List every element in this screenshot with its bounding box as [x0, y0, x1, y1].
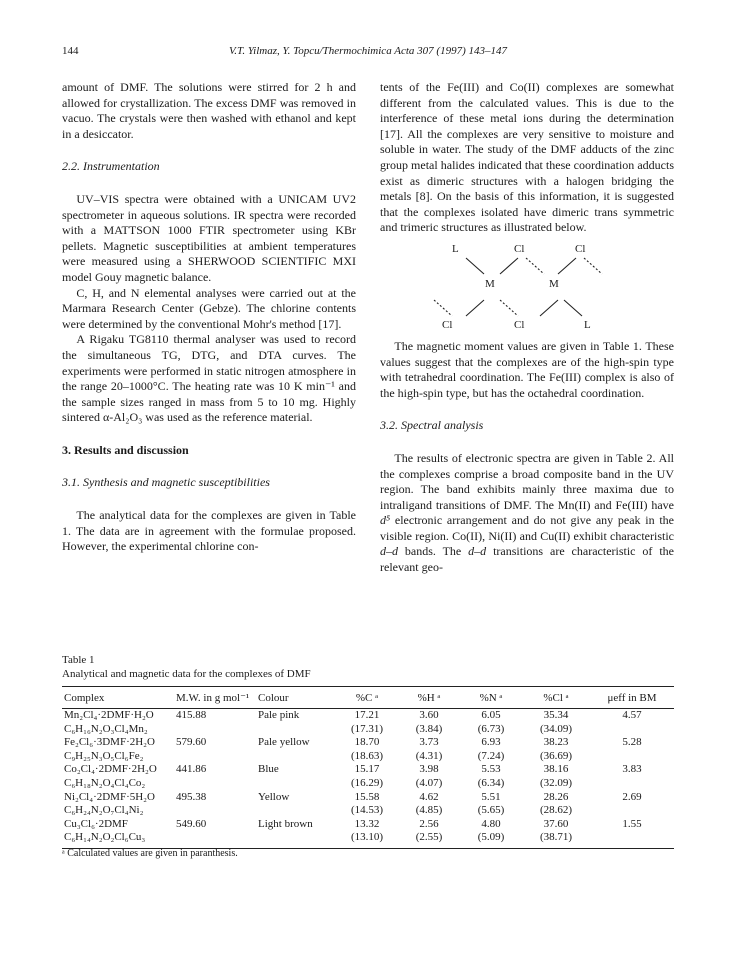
paragraph: A Rigaku TG8110 thermal analyser was used to record the simultaneous TG, DTG, and DTA curves. The experiments were performed in static nitrogen atmosphere in the range 20–1000°C. The heating rate was 10 K min⁻¹ and the sample sizes ranged in mass from 5 to 10 mg. Highly sintered α-Al₂O₃ was used as the reference material.	[62, 332, 356, 425]
table-cell	[174, 831, 256, 848]
table-caption	[62, 653, 311, 681]
table-cell: (3.84)	[415, 722, 443, 735]
table-cell: 3.60	[419, 709, 439, 721]
table-cell: C₉H₂₅N₃O₅Cl₆Fe₂	[64, 749, 144, 762]
table-cell: (13.10)	[336, 831, 398, 848]
table-cell: C₆H₁₆N₂O₃Cl₄Mn₂	[64, 722, 148, 735]
table-cell	[256, 777, 336, 791]
table-cell: 17.21	[354, 709, 380, 721]
table-cell: 15.58	[354, 790, 380, 803]
column-header: Complex	[62, 687, 174, 709]
ligand-label: L	[584, 318, 591, 331]
table-cell	[590, 777, 674, 791]
column-header: %Cl ᵃ	[522, 687, 590, 709]
paragraph: The magnetic moment values are given in Table 1. These values suggest that the complexes are of the high-spin type with tetrahedral coordination. The Fe(III) complex is also of the high-spin type, but has the octahedral coordination.	[380, 338, 674, 400]
table-cell	[174, 750, 256, 764]
table-cell: 2.69	[622, 790, 642, 803]
table-cell	[590, 723, 674, 737]
table-cell: (5.65)	[477, 804, 505, 817]
table-cell: 5.53	[481, 763, 501, 776]
chloride-label: Cl	[442, 318, 453, 331]
table-cell: 4.57	[622, 709, 642, 721]
ligand-label: L	[452, 242, 459, 255]
table-cell: (34.09)	[539, 722, 573, 735]
table-cell: (2.55)	[398, 831, 460, 848]
chloride-label: Cl	[514, 318, 525, 331]
table-row	[62, 750, 674, 764]
table-cell: 415.88	[176, 709, 207, 721]
table-footnote: ᵃ Calculated values are given in paranthesis.	[62, 848, 238, 859]
metal-label: M	[485, 277, 495, 290]
table-title: Analytical and magnetic data for the complexes of DMF	[62, 668, 311, 680]
table-cell: 3.73	[419, 736, 439, 749]
table-cell: 38.23	[543, 736, 569, 749]
table-row	[62, 723, 674, 737]
table-row	[62, 791, 674, 805]
table-cell: (4.07)	[415, 776, 443, 789]
running-header	[62, 45, 674, 61]
table-cell: (4.85)	[415, 804, 443, 817]
table-row	[62, 831, 674, 848]
table-cell	[174, 723, 256, 737]
table-cell: 37.60	[543, 817, 569, 830]
column-header: μeff in BM	[590, 687, 674, 709]
table-cell: Co₂Cl₄·2DMF·2H₂O	[64, 763, 157, 776]
table-cell: 6.05	[481, 709, 501, 721]
paragraph: The results of electronic spectra are given in Table 2. All the complexes comprise a broad composite band in the UV region. The band exhibits mainly three maxima due to intraligand transitions of DMF. The Mn(II) and Fe(III) have d⁵ electronic arrangement and do not give any peak in the visible region. Co(II), Ni(II) and Cu(II) exhibit characteristic d–d bands. The d–d transitions are characteristic of the relevant geo-	[380, 450, 674, 575]
table-cell: 1.55	[622, 817, 642, 830]
structure-bonds	[380, 240, 674, 335]
page-number: 144	[62, 45, 79, 57]
table-header-row	[62, 687, 674, 709]
section-heading-3: 3. Results and discussion	[62, 442, 189, 457]
table-cell: (38.71)	[522, 831, 590, 848]
section-heading-2-2: 2.2. Instrumentation	[62, 159, 160, 174]
table-cell: (5.09)	[460, 831, 522, 848]
table-cell	[590, 831, 674, 848]
table-cell: 35.34	[543, 709, 569, 721]
table-row	[62, 777, 674, 791]
table-cell	[256, 750, 336, 764]
paragraph: C, H, and N elemental analyses were carried out at the Marmara Research Center (Gebze). The chlorine contents were determined by the conventional Mohr's method [17].	[62, 285, 356, 331]
column-header: %C ᵃ	[336, 687, 398, 709]
table-cell: Fe₂Cl₆·3DMF·2H₂O	[64, 736, 155, 749]
table-cell	[174, 777, 256, 791]
paragraph: tents of the Fe(III) and Co(II) complexes are somewhat different from the calculated values. This is due to the interference of these metal ions during the determination [17]. All the complexes are very sensitive to moisture and soluble in water. The study of the DMF adducts of the zinc group metal halides indicated that these coordination adducts exist as dimeric structures with a halogen bridging the metals [8]. On the basis of this information, it is suggested that the complexes isolated have dimeric trans symmetric and trimeric structures as illustrated below.	[380, 80, 674, 235]
table-cell: Mn₂Cl₄·2DMF·H₂O	[64, 709, 154, 721]
table-cell: (32.09)	[539, 776, 573, 789]
table-cell: Blue	[258, 763, 279, 776]
table-cell: Ni₂Cl₄·2DMF·5H₂O	[64, 790, 155, 803]
structure-scheme	[380, 240, 674, 335]
column-header: Colour	[256, 687, 336, 709]
table-cell	[174, 804, 256, 818]
table-cell	[256, 723, 336, 737]
table-cell: 4.80	[481, 817, 501, 830]
table-cell	[590, 804, 674, 818]
table-cell: 2.56	[419, 817, 439, 830]
table-row	[62, 709, 674, 723]
column-header: %H ᵃ	[398, 687, 460, 709]
table-cell: 3.98	[419, 763, 439, 776]
analytical-data-table	[62, 686, 674, 849]
table-cell: 6.93	[481, 736, 501, 749]
table-cell: (6.73)	[477, 722, 505, 735]
table-cell: 13.32	[354, 817, 380, 830]
chloride-label: Cl	[575, 242, 586, 255]
paragraph: The analytical data for the complexes are given in Table 1. The data are in agreement with the formulae proposed. However, the experimental chlorine con-	[62, 508, 356, 554]
table-cell	[256, 831, 336, 848]
table-cell: 495.38	[176, 790, 207, 803]
table-cell: Cu₃Cl₆·2DMF	[64, 817, 128, 830]
table-cell: (7.24)	[477, 749, 505, 762]
metal-label: M	[549, 277, 559, 290]
running-title: V.T. Yilmaz, Y. Topcu/Thermochimica Acta 307 (1997) 143–147	[229, 45, 507, 57]
table-row	[62, 818, 674, 832]
section-heading-3-1: 3.1. Synthesis and magnetic susceptibilities	[62, 475, 270, 490]
table-cell: 5.51	[481, 790, 501, 803]
table-cell: (28.62)	[539, 804, 573, 817]
table-cell: (6.34)	[477, 776, 505, 789]
table-cell: Yellow	[258, 790, 290, 803]
table-cell: 4.62	[419, 790, 439, 803]
table-cell: (16.29)	[350, 776, 384, 789]
table-row	[62, 736, 674, 750]
table-body	[62, 709, 674, 849]
table-cell: 549.60	[176, 817, 207, 830]
table-cell: C₆H₁₄N₂O₂Cl₆Cu₃	[62, 831, 174, 848]
table-cell: (4.31)	[415, 749, 443, 762]
table-label: Table 1	[62, 654, 95, 666]
right-column	[380, 80, 674, 576]
paragraph: amount of DMF. The solutions were stirred for 2 h and allowed for crystallization. The excess DMF was removed in vacuo. The crystals were then washed with ethanol and kept in a desiccator.	[62, 80, 356, 141]
table-cell: C₆H₁₈N₂O₄Cl₄Co₂	[64, 776, 146, 789]
section-heading-3-2: 3.2. Spectral analysis	[380, 418, 484, 433]
table-cell: Light brown	[258, 817, 313, 830]
table-cell: 441.86	[176, 763, 207, 776]
table-cell: (18.63)	[350, 749, 384, 762]
table-cell: (17.31)	[350, 722, 384, 735]
table-cell: C₆H₂₄N₂O₇Cl₄Ni₂	[64, 804, 144, 817]
left-column	[62, 80, 356, 555]
table-cell: 15.17	[354, 763, 380, 776]
table-cell	[590, 750, 674, 764]
chloride-label: Cl	[514, 242, 525, 255]
table-cell: (36.69)	[539, 749, 573, 762]
table-cell: (14.53)	[350, 804, 384, 817]
table-cell: 38.16	[543, 763, 569, 776]
column-header: M.W. in g mol⁻¹	[174, 687, 256, 709]
table-cell: 28.26	[543, 790, 569, 803]
table-cell: 5.28	[622, 736, 642, 749]
table-row	[62, 763, 674, 777]
table-cell: Pale pink	[258, 709, 300, 721]
table-cell	[256, 804, 336, 818]
paragraph: UV–VIS spectra were obtained with a UNICAM UV2 spectrometer in aqueous solutions. IR spectra were recorded with a MATTSON 1000 FTIR spectrometer using KBr pellets. Magnetic susceptibilities at ambient temperatures were measured using a SHERWOOD SCIENTIFIC MXI model Gouy magnetic balance.	[62, 191, 356, 284]
column-header: %N ᵃ	[460, 687, 522, 709]
table-cell: 3.83	[622, 763, 642, 776]
table-row	[62, 804, 674, 818]
table-cell: Pale yellow	[258, 736, 310, 749]
table-cell: 579.60	[176, 736, 207, 749]
table-cell: 18.70	[354, 736, 380, 749]
